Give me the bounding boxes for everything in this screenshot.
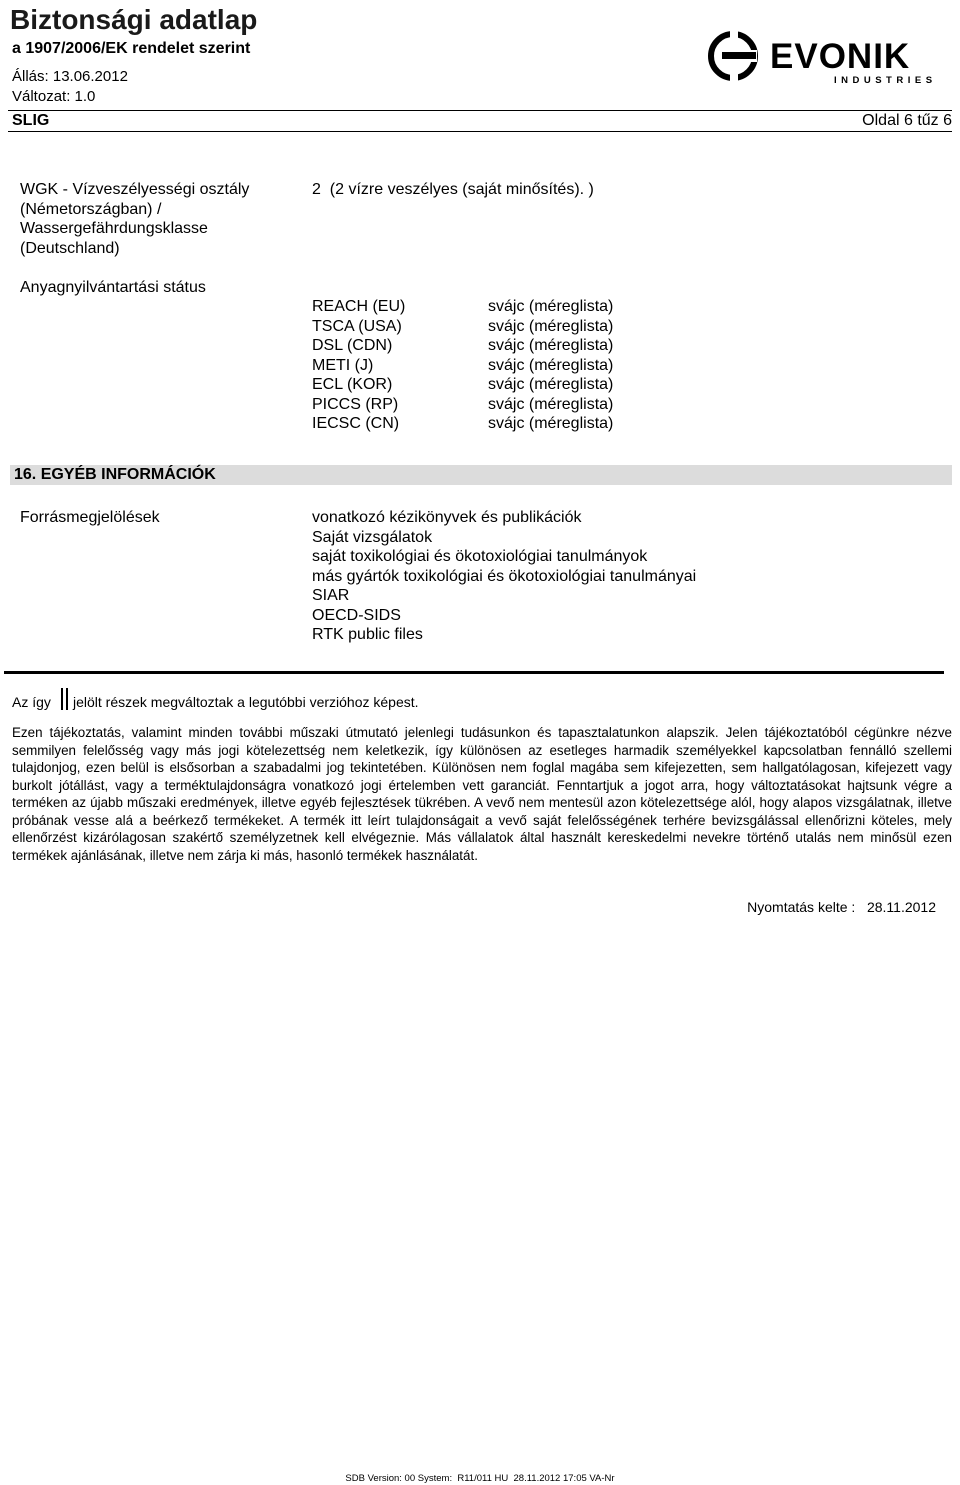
disclaimer-text: Ezen tájékoztatás, valamint minden további műszaki útmutató jelenlegi tudásunkon és tapasztalatunkon alapszik. Jelen tájékoztatóból cégünkre nézve semmilyen felelősség vagy más jogi kötelezettség nem keletkezik, így különösen az esetleges harmadik személyekkel kapcsolatban fennálló szellemi tulajdonjog, ezen belül is elsősorban a szabadalmi jog tekintetében. Különösen nem foglal magába sem kifejezetten, sem hallgatólagosan, kifejezett vagy burkolt jótállást, vagy a terméktulajdonságra vonatkozó jogi értelemben vett garanciát. Fenntartjuk a jogot arra, hogy változtatásokat hajtsunk végre a terméken az újabb műszaki eredmények, illetve egyéb fejlesztések tükrében. A vevő nem mentesül azon kötelezettsége alól, hogy alapos vizsgálatnak, illetve próbának vesse alá a beérkező termékeket. A termék itt leírt tulajdonságait a vevő saját felelősségének terhére bevizsgálással ellenőrizni köteles, mely ellenőrzést kizárólagosan szakértő személyzetnek kell elvégeznie. Más vállalatok által használt kereskedelmi nevekre történő utalás nem minősül ezen termékek ajánlásának, illetve nem zárja ki más, hasonló termékek használatát. — [12, 725, 952, 863]
inventory-name: METI (J) — [312, 356, 374, 374]
change-marker-bar — [66, 688, 68, 710]
change-note-prefix: Az így — [12, 694, 51, 710]
print-date: Nyomtatás kelte : 28.11.2012 — [747, 899, 936, 915]
wgk-label-line: Wassergefährdungsklasse — [20, 220, 208, 237]
source-item: más gyártók toxikológiai és ökotoxiológiai tanulmányai — [312, 567, 697, 585]
inventory-names — [312, 297, 405, 434]
inventory-status: svájc (méreglista) — [488, 395, 614, 413]
revision-date: Állás: 13.06.2012 — [12, 68, 128, 85]
svg-text:INDUSTRIES: INDUSTRIES — [834, 75, 936, 86]
inventory-label: Anyagnyilvántartási státus — [20, 279, 206, 296]
regulation-line: a 1907/2006/EK rendelet szerint — [12, 40, 251, 57]
inventory-status: svájc (méreglista) — [488, 376, 614, 393]
evonik-logo — [708, 30, 936, 86]
inventory-status: svájc (méreglista) — [488, 415, 614, 432]
source-item: Saját vizsgálatok — [312, 528, 433, 546]
wgk-value: 2 (2 vízre veszélyes (saját minősítés). ) — [312, 181, 594, 198]
inventory-name: IECSC (CN) — [312, 415, 400, 432]
inventory-name: ECL (KOR) — [312, 376, 393, 393]
inventory-name: TSCA (USA) — [312, 317, 402, 335]
source-item: vonatkozó kézikönyvek és publikációk — [312, 509, 582, 526]
wgk-label — [20, 180, 290, 258]
inventory-statuses — [488, 297, 613, 434]
inventory-name: REACH (EU) — [312, 298, 406, 315]
divider — [4, 671, 944, 674]
wgk-label-line: WGK - Vízveszélyességi osztály — [20, 181, 250, 198]
header-rule-bottom — [8, 131, 952, 132]
inventory-status: svájc (méreglista) — [488, 356, 614, 374]
wgk-label-line: (Németországban) / — [20, 200, 162, 218]
page-number: Oldal 6 tűz 6 — [862, 112, 952, 129]
source-item: RTK public files — [312, 626, 423, 643]
header-rule — [8, 110, 952, 111]
inventory-status: svájc (méreglista) — [488, 337, 614, 354]
svg-text:EVONIK: EVONIK — [770, 37, 911, 76]
source-item: OECD-SIDS — [312, 606, 401, 624]
inventory-status: svájc (méreglista) — [488, 317, 614, 335]
section-title: 16. EGYÉB INFORMÁCIÓK — [14, 466, 216, 483]
wgk-label-line: (Deutschland) — [20, 239, 120, 257]
version: Változat: 1.0 — [12, 88, 96, 105]
sources-label: Forrásmegjelölések — [20, 509, 160, 526]
inventory-name: DSL (CDN) — [312, 337, 393, 354]
change-marker-bar — [61, 688, 63, 710]
source-item: saját toxikológiai és ökotoxiológiai tanulmányok — [312, 548, 648, 565]
inventory-name: PICCS (RP) — [312, 395, 399, 413]
document-title: Biztonsági adatlap — [10, 4, 258, 35]
inventory-status: svájc (méreglista) — [488, 298, 614, 315]
source-item: SIAR — [312, 587, 350, 604]
evonik-logo-icon — [708, 30, 936, 86]
product-name: SLIG — [12, 112, 50, 129]
footer-version: SDB Version: 00 System: R11/011 HU 28.11.2012 17:05 VA-Nr — [345, 1473, 615, 1484]
change-note-text: jelölt részek megváltoztak a legutóbbi verzióhoz képest. — [73, 694, 419, 710]
sources-list — [312, 508, 696, 645]
